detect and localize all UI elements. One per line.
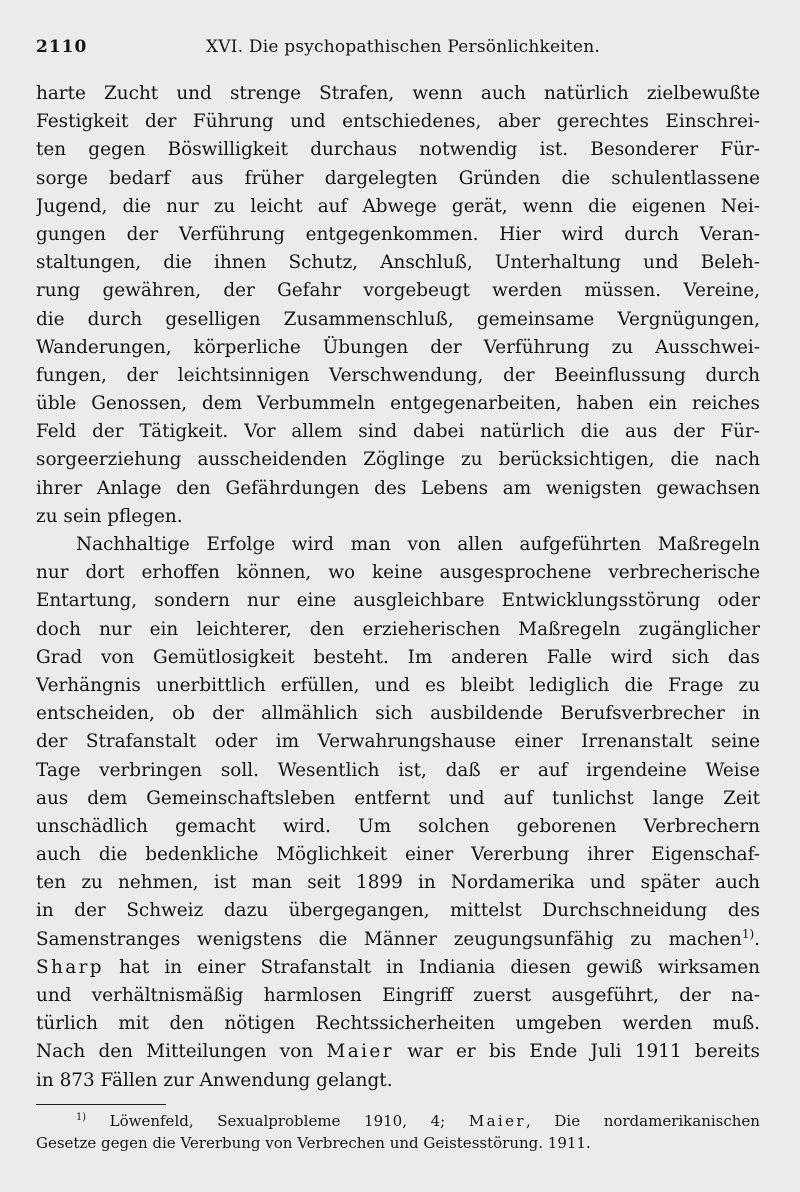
text-line: Wanderungen, körperliche Übungen der Verführung zu Ausschwei- <box>36 336 760 358</box>
footnote-line <box>36 1110 760 1132</box>
body-text <box>36 80 760 1095</box>
text-line: nur dort erhoffen können, wo keine ausgesprochene verbrecherische <box>36 562 760 584</box>
text-segment: hat in einer Strafanstalt in Indiania diesen gewiß wirksamen <box>119 956 760 978</box>
page-number: 2110 <box>36 37 88 57</box>
text-line: zu sein pflegen. <box>36 505 183 527</box>
footnote-divider <box>36 1104 166 1105</box>
text-line: und verhältnismäßig harmlosen Eingriff zuerst ausgeführt, der na- <box>36 985 760 1006</box>
text-line: in der Schweiz dazu übergegangen, mittelst Durchschneidung des <box>36 900 760 922</box>
text-line: Entartung, sondern nur eine ausgleichbare Entwicklungsstörung oder <box>36 590 760 612</box>
text-line: die durch geselligen Zusammenschluß, gemeinsame Vergnügungen, <box>36 308 760 330</box>
text-line: ihrer Anlage den Gefährdungen des Lebens am wenigsten gewachsen <box>36 477 760 499</box>
footnote-reference[interactable]: 1) <box>741 926 755 941</box>
text-line: doch nur ein leichterer, den erzieherischen Maßregeln zugänglicher <box>36 618 760 640</box>
footnote-text: Löwenfeld, Sexualprobleme 1910, 4; <box>109 1112 446 1130</box>
text-line: der Strafanstalt oder im Verwahrungshause einer Irrenanstalt seine <box>36 731 760 753</box>
text-line: sorgeerziehung ausscheidenden Zöglinge zu berücksichtigen, die nach <box>36 449 760 471</box>
text-line-with-footnote <box>36 926 760 954</box>
text-segment: Nach den Mitteilungen von <box>36 1041 314 1063</box>
paragraph-first-line: Nachhaltige Erfolge wird man von allen aufgeführten Maßregeln <box>76 534 760 555</box>
author-name-maier: Maier <box>326 1041 394 1063</box>
author-name-sharp: Sharp <box>36 956 104 978</box>
footnote-author-maier: Maier <box>468 1112 526 1130</box>
text-line: auch die bedenkliche Möglichkeit einer Vererbung ihrer Eigenschaf- <box>36 844 760 866</box>
text-line: Jugend, die nur zu leicht auf Abwege gerät, wenn die eigenen Nei- <box>36 195 760 217</box>
text-line <box>36 954 760 982</box>
text-line: in 873 Fällen zur Anwendung gelangt. <box>36 1069 393 1091</box>
running-header <box>36 34 764 60</box>
text-line: Feld der Tätigkeit. Vor allem sind dabei natürlich die aus der Für- <box>36 421 760 443</box>
footnote-text: , Die nordamerikanischen <box>525 1112 760 1130</box>
text-line: fungen, der leichtsinnigen Verschwendung, der Beeinflussung durch <box>36 364 760 386</box>
footnote-line: Gesetze gegen die Vererbung von Verbrechen und Geistesstörung. 1911. <box>36 1134 591 1152</box>
text-line: unschädlich gemacht wird. Um solchen geborenen Verbrechern <box>36 815 760 837</box>
text-line: Verhängnis unerbittlich erfüllen, und es bleibt lediglich die Frage zu <box>36 674 760 696</box>
text-line: Tage verbringen soll. Wesentlich ist, daß er auf irgendeine Weise <box>36 759 760 781</box>
text-segment: war er bis Ende Juli 1911 bereits <box>407 1041 760 1063</box>
text-segment: . <box>754 928 760 950</box>
text-line <box>36 1038 760 1066</box>
footnote-marker: 1) <box>76 1112 87 1123</box>
text-line: aus dem Gemeinschaftsleben entfernt und auf tunlichst lange Zeit <box>36 787 760 809</box>
text-line: Grad von Gemütlosigkeit besteht. Im anderen Falle wird sich das <box>36 646 760 668</box>
text-segment: Samenstranges wenigstens die Männer zeugungsunfähig zu machen <box>36 928 742 950</box>
text-line: entscheiden, ob der allmählich sich ausbildende Berufsverbrecher in <box>36 703 760 725</box>
text-line: türlich mit den nötigen Rechtssicherheiten umgeben werden muß. <box>36 1013 760 1035</box>
running-title: XVI. Die psychopathischen Persönlichkeiten. <box>206 37 600 57</box>
text-line: Festigkeit der Führung und entschiedenes, aber gerechtes Einschrei- <box>36 111 760 133</box>
text-line: harte Zucht und strenge Strafen, wenn auch natürlich zielbewußte <box>36 83 760 104</box>
text-line: staltungen, die ihnen Schutz, Anschluß, Unterhaltung und Beleh- <box>36 252 760 274</box>
text-line: ten gegen Böswilligkeit durchaus notwendig ist. Besonderer Für- <box>36 139 760 161</box>
text-line: gungen der Verführung entgegenkommen. Hier wird durch Veran- <box>36 223 760 245</box>
footnotes <box>36 1110 760 1154</box>
text-line: ten zu nehmen, ist man seit 1899 in Nordamerika und später auch <box>36 872 760 894</box>
text-line: üble Genossen, dem Verbummeln entgegenarbeiten, haben ein reiches <box>36 393 760 415</box>
text-line: rung gewähren, der Gefahr vorgebeugt werden müssen. Vereine, <box>36 280 760 302</box>
text-line: sorge bedarf aus früher dargelegten Gründen die schulentlassene <box>36 167 760 189</box>
